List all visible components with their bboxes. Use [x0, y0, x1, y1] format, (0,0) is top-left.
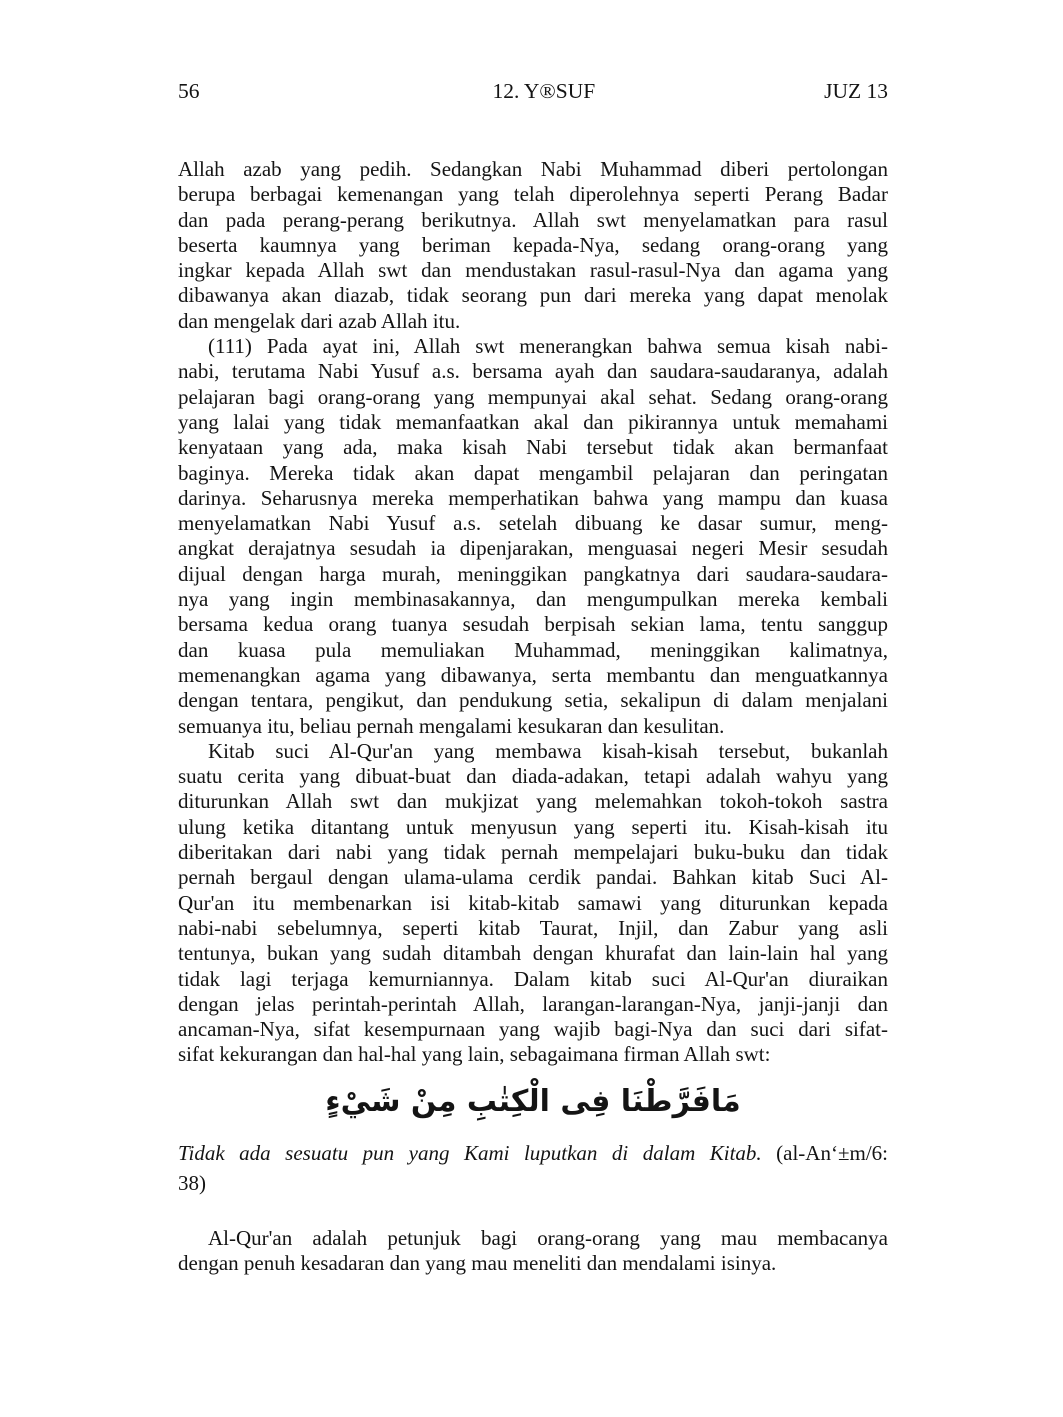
text-line: ulung ketika ditantang untuk menyusun yang seperti itu. Kisah-kisah itu [178, 814, 888, 839]
text-line: suatu cerita yang dibuat-buat dan diada-adakan, tetapi adalah wahyu yang [178, 764, 888, 789]
text-line: dengan penuh kesadaran dan yang mau meneliti dan mendalami isinya. [178, 1250, 777, 1275]
text-line: Qur'an itu membenarkan isi kitab-kitab samawi yang diturunkan kepada [178, 890, 888, 915]
verse-reference: (al-An‘±m/6: [776, 1140, 888, 1165]
text-line: tentunya, bukan yang sudah ditambah dengan khurafat dan lain-lain hal yang [178, 941, 888, 966]
paragraph-kitab-suci [178, 739, 888, 1068]
juz-label: JUZ 13 [824, 79, 888, 103]
text-line: Allah azab yang pedih. Sedangkan Nabi Muhammad diberi pertolongan [178, 157, 888, 181]
text-line: berupa berbagai kemenangan yang telah diperolehnya seperti Perang Badar [178, 182, 888, 207]
text-line: semuanya itu, beliau pernah mengalami kesukaran dan kesulitan. [178, 713, 725, 738]
text-line: baginya. Mereka tidak akan dapat mengambil pelajaran dan peringatan [178, 460, 888, 485]
text-line: dengan jelas perintah-perintah Allah, larangan-larangan-Nya, janji-janji dan [178, 991, 888, 1016]
text-line: diberitakan dari nabi yang tidak pernah mempelajari buku-buku dan tidak [178, 840, 888, 865]
text-line: sifat kekurangan dan hal-hal yang lain, sebagaimana firman Allah swt: [178, 1042, 771, 1067]
verse-translation-line [178, 1138, 888, 1168]
text-line: nabi-nabi sebelumnya, seperti kitab Taurat, Injil, dan Zabur yang asli [178, 915, 888, 940]
text-line: dan mengelak dari azab Allah itu. [178, 308, 461, 333]
text-line: memenangkan agama yang dibawanya, serta membantu dan menguatkannya [178, 662, 888, 687]
text-line: dibawanya akan diazab, tidak seorang pun dari mereka yang dapat menolak [178, 283, 888, 308]
text-line: nabi, terutama Nabi Yusuf a.s. bersama ayah dan saudara-saudaranya, adalah [178, 359, 888, 384]
text-line: Al-Qur'an adalah petunjuk bagi orang-orang yang mau membacanya [208, 1225, 888, 1250]
text-line: dengan tentara, pengikut, dan pendukung setia, sekalipun di dalam menjalani [178, 688, 888, 713]
text-line: tidak lagi terjaga kemurniannya. Dalam kitab suci Al-Qur'an diuraikan [178, 966, 888, 991]
text-line: menyelamatkan Nabi Yusuf a.s. setelah dibuang ke dasar sumur, meng- [178, 511, 888, 536]
text-line: dan kuasa pula memuliakan Muhammad, meninggikan kalimatnya, [178, 637, 888, 662]
text-line: ancaman-Nya, sifat kesempurnaan yang wajib bagi-Nya dan suci dari sifat- [178, 1017, 888, 1042]
text-line: dan pada perang-perang berikutnya. Allah swt menyelamatkan para rasul [178, 207, 888, 232]
paragraph-ayat-111 [178, 334, 888, 739]
paragraph-continuation [178, 157, 888, 334]
text-line: nya yang ingin membinasakannya, dan mengumpulkan mereka kembali [178, 587, 888, 612]
text-line: (111) Pada ayat ini, Allah swt menerangkan bahwa semua kisah nabi- [208, 334, 888, 359]
text-line: Kitab suci Al-Qur'an yang membawa kisah-kisah tersebut, bukanlah [208, 738, 888, 763]
paragraph-closing [178, 1226, 888, 1277]
text-line: angkat derajatnya sesudah ia dipenjarakan, menguasai negeri Mesir sesudah [178, 536, 888, 561]
text-line: beserta kaumnya yang beriman kepada-Nya, sedang orang-orang yang [178, 232, 888, 257]
text-line: pernah bergaul dengan ulama-ulama cerdik pandai. Bahkan kitab Suci Al- [178, 865, 888, 890]
verse-translation-text: Tidak ada sesuatu pun yang Kami luputkan di dalam Kitab. [178, 1140, 762, 1165]
text-line: kenyataan yang ada, maka kisah Nabi tersebut tidak akan bermanfaat [178, 435, 888, 460]
text-line: ingkar kepada Allah swt dan mendustakan rasul-rasul-Nya dan agama yang [178, 258, 888, 283]
quran-arabic-verse: مَافَرَّطْنَا فِى الْكِتٰبِ مِنْ شَيْءٍ [325, 1083, 741, 1119]
page-body [178, 157, 888, 1276]
text-line: dijual dengan harga murah, meninggikan pangkatnya dari saudara-saudara- [178, 561, 888, 586]
text-line: yang lalai yang tidak memanfaatkan akal dan pikirannya untuk memahami [178, 409, 888, 434]
verse-translation-block [178, 1138, 888, 1198]
page-header [178, 78, 888, 104]
page-number: 56 [178, 79, 200, 103]
surah-title: 12. Y®SUF [492, 79, 596, 103]
text-line: darinya. Seharusnya mereka memperhatikan bahwa yang mampu dan kuasa [178, 485, 888, 510]
text-line: pelajaran bagi orang-orang yang mempunyai akal sehat. Sedang orang-orang [178, 384, 888, 409]
text-line: bersama kedua orang tuanya sesudah berpisah sekian lama, tentu sanggup [178, 612, 888, 637]
text-line: diturunkan Allah swt dan mukjizat yang melemahkan tokoh-tokoh sastra [178, 789, 888, 814]
verse-reference-continued: 38) [178, 1170, 206, 1195]
